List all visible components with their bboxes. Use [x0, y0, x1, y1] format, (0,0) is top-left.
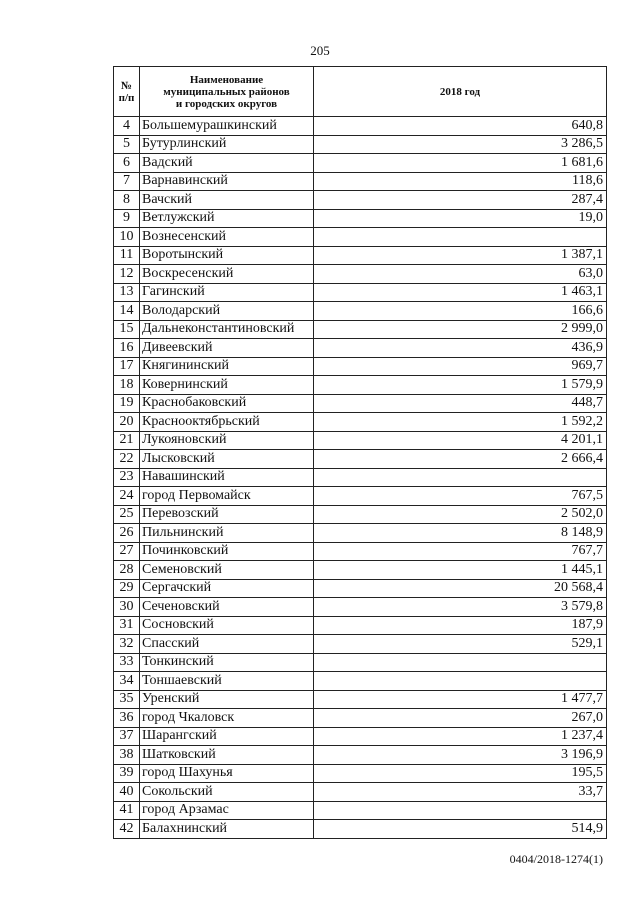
- district-name: Тонкинский: [140, 653, 314, 672]
- district-name: город Чкаловск: [140, 709, 314, 728]
- value-2018: 63,0: [314, 265, 607, 284]
- row-number: 20: [114, 413, 140, 432]
- table-row: [114, 598, 607, 617]
- row-number: 5: [114, 135, 140, 154]
- table-row: [114, 524, 607, 543]
- row-number: 26: [114, 524, 140, 543]
- district-name: Воротынский: [140, 246, 314, 265]
- table-row: [114, 394, 607, 413]
- row-number: 13: [114, 283, 140, 302]
- value-2018: 8 148,9: [314, 524, 607, 543]
- row-number: 17: [114, 357, 140, 376]
- table-row: [114, 709, 607, 728]
- row-number: 16: [114, 339, 140, 358]
- row-number: 38: [114, 746, 140, 765]
- table-row: [114, 616, 607, 635]
- table-row: [114, 228, 607, 247]
- row-number: 25: [114, 505, 140, 524]
- row-number: 39: [114, 764, 140, 783]
- row-number: 33: [114, 653, 140, 672]
- row-number: 15: [114, 320, 140, 339]
- header-name-line: муниципальных районов: [163, 85, 290, 98]
- table-row: [114, 302, 607, 321]
- table-row: [114, 376, 607, 395]
- row-number: 22: [114, 450, 140, 469]
- value-2018: 267,0: [314, 709, 607, 728]
- district-name: Краснобаковский: [140, 394, 314, 413]
- district-name: Вачский: [140, 191, 314, 210]
- row-number: 8: [114, 191, 140, 210]
- district-name: Гагинский: [140, 283, 314, 302]
- row-number: 9: [114, 209, 140, 228]
- value-2018: 187,9: [314, 616, 607, 635]
- table-row: [114, 117, 607, 136]
- row-number: 41: [114, 801, 140, 820]
- district-name: Вознесенский: [140, 228, 314, 247]
- district-name: Княгининский: [140, 357, 314, 376]
- table-row: [114, 320, 607, 339]
- table-row: [114, 635, 607, 654]
- district-name: Семеновский: [140, 561, 314, 580]
- value-2018: 4 201,1: [314, 431, 607, 450]
- district-name: Ветлужский: [140, 209, 314, 228]
- header-num: [114, 67, 140, 117]
- value-2018: 767,7: [314, 542, 607, 561]
- table-row: [114, 450, 607, 469]
- value-2018: 1 445,1: [314, 561, 607, 580]
- value-2018: 969,7: [314, 357, 607, 376]
- table-row: [114, 690, 607, 709]
- district-name: Перевозский: [140, 505, 314, 524]
- value-2018: [314, 801, 607, 820]
- value-2018: 33,7: [314, 783, 607, 802]
- row-number: 23: [114, 468, 140, 487]
- table-row: [114, 191, 607, 210]
- table-row: [114, 764, 607, 783]
- table-row: [114, 505, 607, 524]
- value-2018: 3 579,8: [314, 598, 607, 617]
- table-row: [114, 746, 607, 765]
- table-row: [114, 209, 607, 228]
- table-row: [114, 801, 607, 820]
- value-2018: 2 666,4: [314, 450, 607, 469]
- district-name: Шарангский: [140, 727, 314, 746]
- district-name: Тоншаевский: [140, 672, 314, 691]
- header-name-line: Наименование: [189, 73, 264, 86]
- value-2018: 767,5: [314, 487, 607, 506]
- district-name: Навашинский: [140, 468, 314, 487]
- table-row: [114, 283, 607, 302]
- header-year: 2018 год: [314, 67, 607, 117]
- table-row: [114, 339, 607, 358]
- table-row: [114, 154, 607, 173]
- district-name: город Первомайск: [140, 487, 314, 506]
- value-2018: 1 592,2: [314, 413, 607, 432]
- table-row: [114, 783, 607, 802]
- value-2018: 1 681,6: [314, 154, 607, 173]
- district-name: Сеченовский: [140, 598, 314, 617]
- header-num-line: №: [120, 79, 133, 92]
- row-number: 32: [114, 635, 140, 654]
- table-row: [114, 431, 607, 450]
- district-name: Дивеевский: [140, 339, 314, 358]
- table-row: [114, 413, 607, 432]
- value-2018: 1 463,1: [314, 283, 607, 302]
- table-row: [114, 135, 607, 154]
- district-name: Лукояновский: [140, 431, 314, 450]
- district-name: город Арзамас: [140, 801, 314, 820]
- row-number: 6: [114, 154, 140, 173]
- district-name: Шатковский: [140, 746, 314, 765]
- table-header-row: [114, 67, 607, 117]
- value-2018: 3 286,5: [314, 135, 607, 154]
- value-2018: 195,5: [314, 764, 607, 783]
- row-number: 42: [114, 820, 140, 839]
- table-row: [114, 653, 607, 672]
- table-row: [114, 542, 607, 561]
- value-2018: [314, 672, 607, 691]
- row-number: 12: [114, 265, 140, 284]
- value-2018: 287,4: [314, 191, 607, 210]
- row-number: 4: [114, 117, 140, 136]
- value-2018: 448,7: [314, 394, 607, 413]
- row-number: 21: [114, 431, 140, 450]
- row-number: 30: [114, 598, 140, 617]
- value-2018: 166,6: [314, 302, 607, 321]
- value-2018: 2 502,0: [314, 505, 607, 524]
- district-name: Краснооктябрьский: [140, 413, 314, 432]
- value-2018: 19,0: [314, 209, 607, 228]
- district-name: Большемурашкинский: [140, 117, 314, 136]
- row-number: 10: [114, 228, 140, 247]
- value-2018: [314, 653, 607, 672]
- district-name: Володарский: [140, 302, 314, 321]
- value-2018: 118,6: [314, 172, 607, 191]
- value-2018: 20 568,4: [314, 579, 607, 598]
- district-name: Вадский: [140, 154, 314, 173]
- district-name: Бутурлинский: [140, 135, 314, 154]
- header-name: [140, 67, 314, 117]
- district-name: Дальнеконстантиновский: [140, 320, 314, 339]
- row-number: 40: [114, 783, 140, 802]
- district-name: Варнавинский: [140, 172, 314, 191]
- row-number: 27: [114, 542, 140, 561]
- page-number: 205: [310, 43, 330, 58]
- table-row: [114, 468, 607, 487]
- district-name: Починковский: [140, 542, 314, 561]
- table-row: [114, 265, 607, 284]
- district-name: Пильнинский: [140, 524, 314, 543]
- table-body: [114, 117, 607, 839]
- table-row: [114, 246, 607, 265]
- district-name: Ковернинский: [140, 376, 314, 395]
- row-number: 31: [114, 616, 140, 635]
- district-name: Сокольский: [140, 783, 314, 802]
- header-name-line: и городских округов: [175, 97, 278, 110]
- district-name: Уренский: [140, 690, 314, 709]
- table-row: [114, 820, 607, 839]
- district-name: город Шахунья: [140, 764, 314, 783]
- value-2018: 1 477,7: [314, 690, 607, 709]
- district-name: Сосновский: [140, 616, 314, 635]
- value-2018: 3 196,9: [314, 746, 607, 765]
- row-number: 7: [114, 172, 140, 191]
- row-number: 24: [114, 487, 140, 506]
- document-code: 0404/2018-1274(1): [509, 852, 603, 866]
- municipal-table: [113, 66, 607, 839]
- district-name: Лысковский: [140, 450, 314, 469]
- row-number: 34: [114, 672, 140, 691]
- table-row: [114, 727, 607, 746]
- row-number: 36: [114, 709, 140, 728]
- value-2018: 1 237,4: [314, 727, 607, 746]
- table-row: [114, 579, 607, 598]
- table-row: [114, 561, 607, 580]
- table-row: [114, 172, 607, 191]
- value-2018: [314, 468, 607, 487]
- value-2018: 436,9: [314, 339, 607, 358]
- value-2018: 514,9: [314, 820, 607, 839]
- value-2018: 1 387,1: [314, 246, 607, 265]
- district-name: Сергачский: [140, 579, 314, 598]
- district-name: Спасский: [140, 635, 314, 654]
- table-row: [114, 672, 607, 691]
- district-name: Балахнинский: [140, 820, 314, 839]
- value-2018: 2 999,0: [314, 320, 607, 339]
- row-number: 11: [114, 246, 140, 265]
- row-number: 14: [114, 302, 140, 321]
- row-number: 37: [114, 727, 140, 746]
- value-2018: 1 579,9: [314, 376, 607, 395]
- row-number: 35: [114, 690, 140, 709]
- row-number: 19: [114, 394, 140, 413]
- table-row: [114, 357, 607, 376]
- value-2018: 529,1: [314, 635, 607, 654]
- value-2018: [314, 228, 607, 247]
- row-number: 29: [114, 579, 140, 598]
- header-num-line: п/п: [118, 91, 135, 104]
- table-row: [114, 487, 607, 506]
- row-number: 28: [114, 561, 140, 580]
- row-number: 18: [114, 376, 140, 395]
- district-name: Воскресенский: [140, 265, 314, 284]
- value-2018: 640,8: [314, 117, 607, 136]
